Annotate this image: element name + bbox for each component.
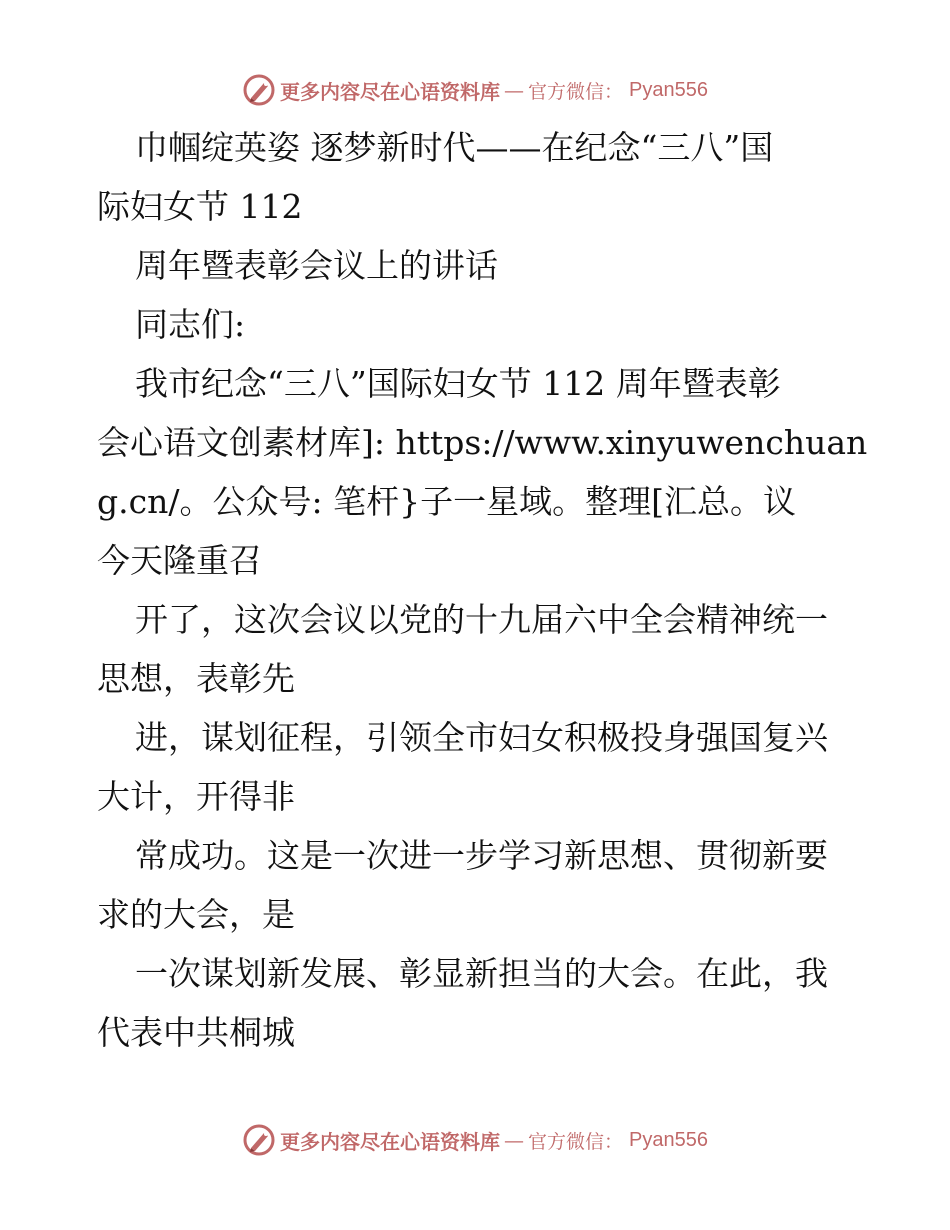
watermark-site-text: 更多内容尽在心语资料库 <box>280 1129 500 1154</box>
watermark-official-text: 官方微信： <box>528 80 624 103</box>
watermark-account-text: Pyan556 <box>629 78 708 101</box>
document-line: 常成功。这是一次进一步学习新思想、贯彻新要 <box>135 836 828 875</box>
footer-watermark <box>0 1120 950 1160</box>
pen-logo-icon <box>242 73 276 107</box>
watermark-site-text: 更多内容尽在心语资料库 <box>280 79 500 104</box>
document-line: 求的大会，是 <box>97 895 295 934</box>
document-line: 开了，这次会议以党的十九届六中全会精神统一 <box>135 600 828 639</box>
document-line: 周年暨表彰会议上的讲话 <box>135 246 498 285</box>
document-line: 我市纪念“三八”国际妇女节 112 周年暨表彰 <box>135 364 781 403</box>
watermark-account-text: Pyan556 <box>629 1128 708 1151</box>
document-line: 会心语文创素材库]: https://www.xinyuwenchuan <box>97 423 868 462</box>
document-line: 思想，表彰先 <box>97 659 295 698</box>
watermark-inner <box>242 1123 708 1157</box>
header-watermark <box>0 70 950 110</box>
document-body <box>97 118 868 1062</box>
watermark-dash: — <box>504 78 524 102</box>
document-line: 今天隆重召 <box>97 541 262 580</box>
pen-logo-icon <box>242 1123 276 1157</box>
document-line: 一次谋划新发展、彰显新担当的大会。在此，我 <box>135 954 828 993</box>
document-line: 同志们: <box>135 305 246 344</box>
watermark-inner <box>242 73 708 107</box>
watermark-official-text: 官方微信： <box>528 1130 624 1153</box>
document-line: 代表中共桐城 <box>97 1013 295 1052</box>
watermark-dash: — <box>504 1128 524 1152</box>
document-line: 际妇女节 112 <box>97 187 303 226</box>
document-line: g.cn/。公众号: 笔杆}子一星域。整理[汇总。议 <box>97 482 796 521</box>
document-line: 巾帼绽英姿 逐梦新时代——在纪念“三八”国 <box>135 128 774 167</box>
document-line: 进，谋划征程，引领全市妇女积极投身强国复兴 <box>135 718 828 757</box>
document-line: 大计，开得非 <box>97 777 295 816</box>
